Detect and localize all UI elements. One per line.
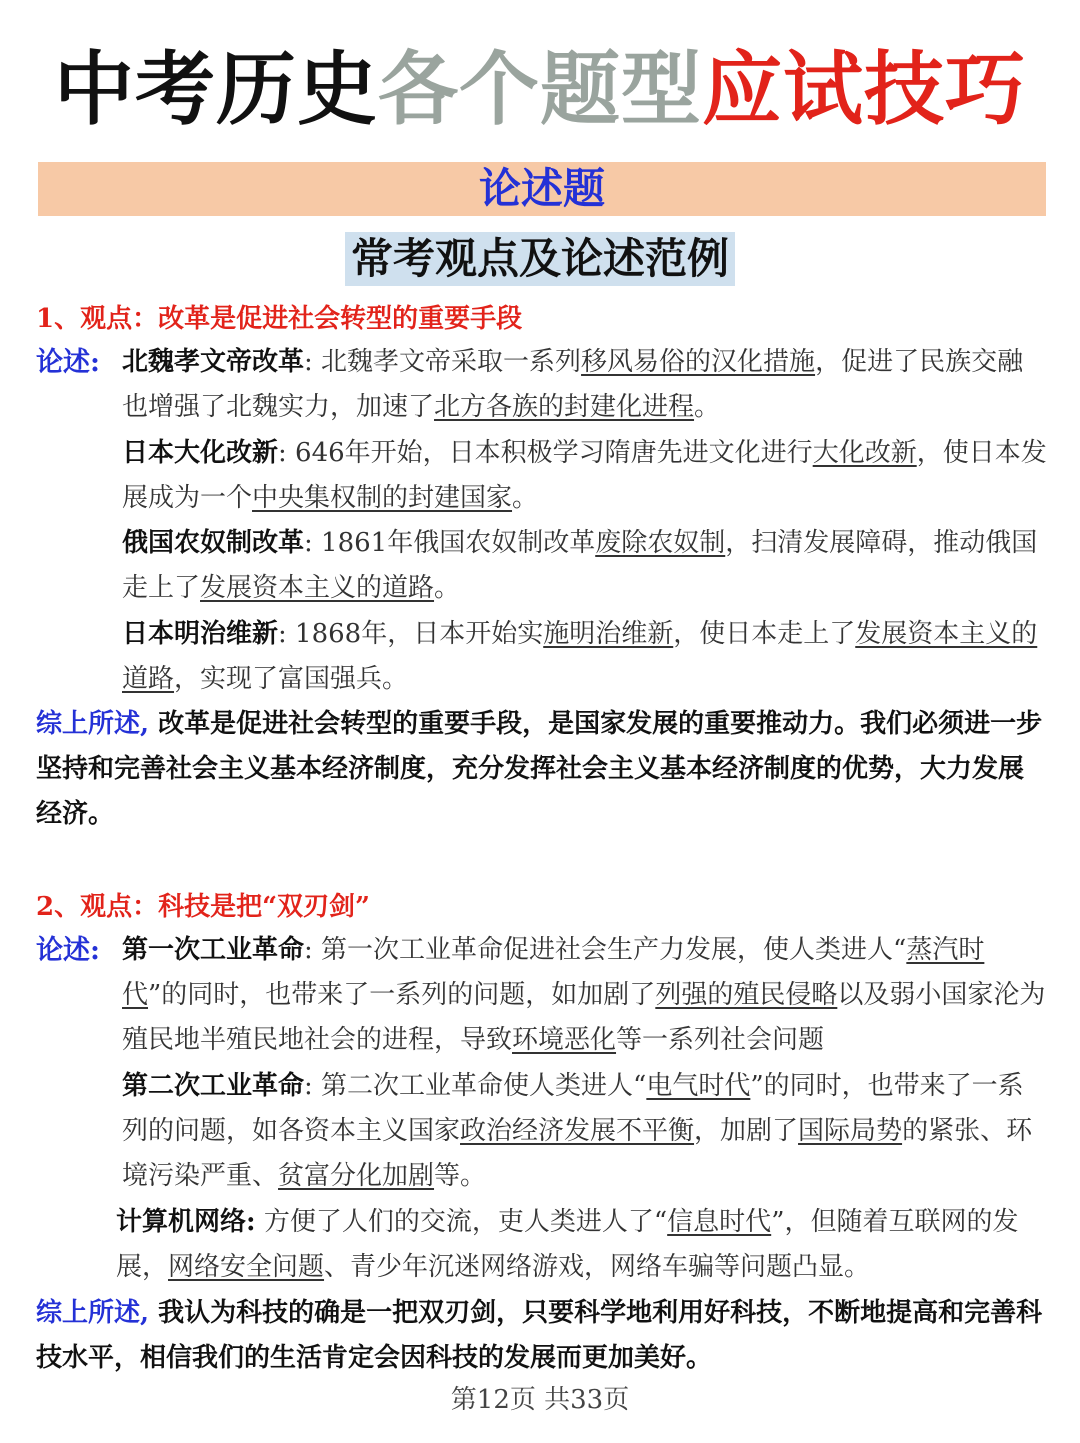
key-phrase: 北方各族的封建化进程 (434, 392, 695, 422)
key-phrase: 发展资本主义的道路 (200, 573, 435, 603)
argument-heading: 计算机网络: (116, 1207, 256, 1237)
key-phrase: 中央集权制的封建国家 (252, 483, 513, 513)
argument-text: 。 (694, 392, 721, 422)
argument-item (116, 1200, 1047, 1290)
argument-text: 等一系列社会问题 (616, 1025, 825, 1055)
argument-item (122, 521, 1047, 611)
key-phrase: 国际局势 (798, 1116, 903, 1146)
argument-text: ”的同时，也带来了一系列的问题，如加剧了 (148, 980, 656, 1010)
page-title (0, 40, 1080, 140)
argument-text: ，扫清发展障碍，推动俄国走上了 (122, 528, 1038, 603)
key-phrase: 网络安全问题 (168, 1252, 325, 1282)
argument-text: 1861年俄国农奴制改革 (312, 528, 596, 558)
argument-item (122, 431, 1047, 521)
argument-text: 。 (512, 483, 539, 513)
key-phrase: 移风易俗的汉化措施 (581, 347, 816, 377)
argument-heading: 第二次工业革命 (122, 1071, 305, 1101)
key-phrase: 电气时代 (646, 1071, 751, 1101)
argument-heading: 日本明治维新 (122, 619, 279, 649)
argument-heading: 第一次工业革命 (122, 935, 305, 965)
argument-colon: : (278, 438, 287, 468)
argument-text: ，使日本走上了 (673, 619, 856, 649)
argument-text: 。 (434, 573, 461, 603)
title-part-1: 中考历史 (54, 43, 378, 136)
argument-text: 北魏孝文帝采取一系列 (312, 347, 582, 377)
section-banner (38, 162, 1046, 216)
argument-text: ”，但随着互联网的发展， (116, 1207, 1019, 1282)
summary-2 (36, 1291, 1046, 1381)
title-part-3: 应试技巧 (702, 43, 1026, 136)
key-phrase: 废除农奴制 (595, 528, 726, 558)
summary-text: 改革是促进社会转型的重要手段，是国家发展的重要推动力。我们必须进一步坚持和完善社会主义基本经济制度，充分发挥社会主义基本经济制度的优势，大力发展经济。 (36, 709, 1043, 829)
argument-item (122, 612, 1047, 702)
argument-text: ，实现了富国强兵。 (174, 664, 409, 694)
argument-item (122, 340, 1047, 430)
argument-text: 、青少年沉迷网络游戏，网络车骗等问题凸显。 (324, 1252, 871, 1282)
key-phrase: 环境恶化 (512, 1025, 617, 1055)
argument-item (122, 1064, 1047, 1199)
key-phrase: 列强的殖民侵略 (655, 980, 838, 1010)
key-phrase: 发展资本主义的道路 (122, 619, 1038, 694)
argument-text: ，促进了民族交融也增强了北魏实力，加速了 (122, 347, 1024, 422)
argument-item (122, 928, 1047, 1063)
argument-colon: : (304, 1071, 313, 1101)
key-phrase: 施明治维新 (543, 619, 674, 649)
argument-text: 以及弱小国家沦为殖民地半殖民地社会的进程，导致 (122, 980, 1046, 1055)
argument-colon: : (304, 935, 313, 965)
argument-text: ，加剧了 (694, 1116, 799, 1146)
argument-text: ”的同时，也带来了一系列的问题，如各资本主义国家 (122, 1071, 1024, 1146)
argument-colon: : (304, 528, 313, 558)
argument-text: 第一次工业革命促进社会生产力发展，使人类进人“ (312, 935, 907, 965)
argument-text: 第二次工业革命使人类进人“ (312, 1071, 647, 1101)
argument-colon: : (278, 619, 287, 649)
subtitle-container (0, 232, 1080, 286)
argument-text: 1868年，日本开始实 (286, 619, 544, 649)
lunshu-label-2: 论述: (36, 935, 100, 966)
summary-lead: 综上所述, (36, 709, 150, 739)
page-number: 第12页 共33页 (450, 1385, 630, 1415)
summary-text: 我认为科技的确是一把双刃剑，只要科学地利用好科技，不断地提高和完善科技水平，相信我们的生活肯定会因科技的发展而更加美好。 (36, 1298, 1043, 1373)
subtitle: 常考观点及论述范例 (345, 232, 735, 286)
argument-heading: 北魏孝文帝改革 (122, 347, 305, 377)
key-phrase: 蒸汽时代 (122, 935, 985, 1010)
key-phrase: 政治经济发展不平衡 (460, 1116, 695, 1146)
argument-heading: 日本大化改新 (122, 438, 279, 468)
summary-lead: 综上所述, (36, 1298, 150, 1328)
summary-1 (36, 702, 1046, 837)
viewpoint-2: 2、观点：科技是把“双刃剑” (36, 892, 371, 922)
argument-text: 方便了人们的交流，吏人类进人了“ (255, 1207, 668, 1237)
argument-colon: : (304, 347, 313, 377)
argument-text: 的紧张、环境污染严重、 (122, 1116, 1033, 1191)
key-phrase: 大化改新 (812, 438, 917, 468)
banner-label: 论述题 (478, 164, 605, 213)
argument-text: ，使日本发展成为一个 (122, 438, 1047, 513)
key-phrase: 信息时代 (667, 1207, 772, 1237)
title-part-2: 各个题型 (378, 43, 702, 136)
viewpoint-1: 1、观点：改革是促进社会转型的重要手段 (36, 304, 523, 334)
argument-text: 646年开始，日本积极学习隋唐先进文化进行 (286, 438, 813, 468)
lunshu-label-1: 论述: (36, 347, 100, 378)
argument-text: 等。 (434, 1161, 487, 1191)
argument-heading: 俄国农奴制改革 (122, 528, 305, 558)
key-phrase: 贫富分化加剧 (278, 1161, 435, 1191)
